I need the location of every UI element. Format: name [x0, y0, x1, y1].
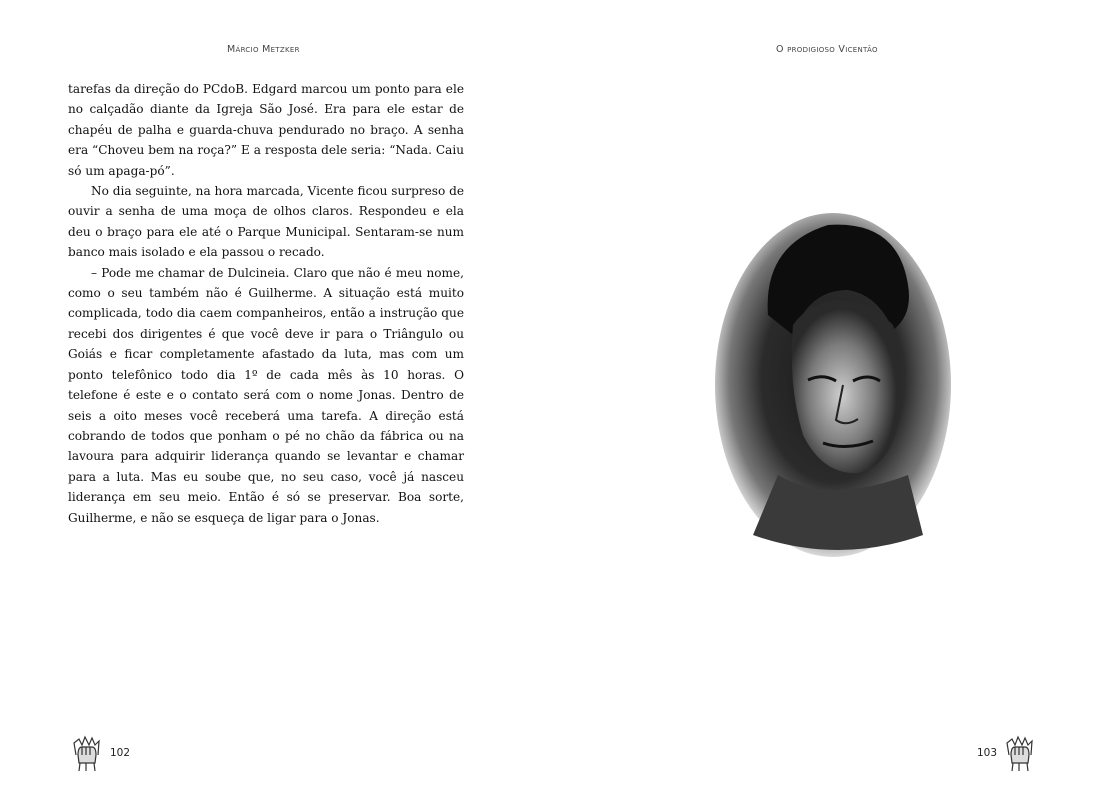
right-page — [550, 0, 1100, 790]
body-text — [68, 79, 464, 528]
running-head-author: Márcio Metzker — [227, 44, 300, 55]
man-portrait-photo — [708, 205, 958, 565]
page-number: 102 — [110, 747, 131, 759]
raised-fist-emblem-icon — [68, 733, 106, 773]
running-head-title: O prodigioso Vicentão — [776, 44, 878, 55]
page-footer — [977, 733, 1039, 773]
paragraph: – Pode me chamar de Dulcineia. Claro que não é meu nome, como o seu também não é Guilherme. A situação está muito complicada, todo dia caem companheiros, então a instrução que recebi dos dirigentes é que você deve ir para o Triângulo ou Goiás e ficar completamente afastado da luta, mas com um ponto telefônico todo dia 1º de cada mês às 10 horas. O telefone é este e o contato será com o nome Jonas. Dentro de seis a oito meses você receberá uma tarefa. A direção está cobrando de todos que ponham o pé no chão da fábrica ou na lavoura para adquirir liderança quando se levantar e chamar para a luta. Mas eu soube que, no seu caso, você já nasceu liderança em seu meio. Então é só se preservar. Boa sorte, Guilherme, e não se esqueça de ligar para o Jonas. — [68, 265, 464, 525]
paragraph: tarefas da direção do PCdoB. Edgard marcou um ponto para ele no calçadão diante da Igreja São José. Era para ele estar de chapéu de palha e guarda-chuva pendurado no braço. A senha era “Choveu bem na roça?” E a resposta dele seria: “Nada. Caiu só um apaga-pó”. — [68, 82, 464, 178]
page-number: 103 — [977, 747, 998, 759]
raised-fist-emblem-icon — [1001, 733, 1039, 773]
paragraph: No dia seguinte, na hora marcada, Vicente ficou surpreso de ouvir a senha de uma moça de olhos claros. Respondeu e ela deu o braço para ele até o Parque Municipal. Sentaram-se num banco mais isolado e ela passou o recado. — [68, 184, 464, 260]
page-footer — [68, 733, 130, 773]
